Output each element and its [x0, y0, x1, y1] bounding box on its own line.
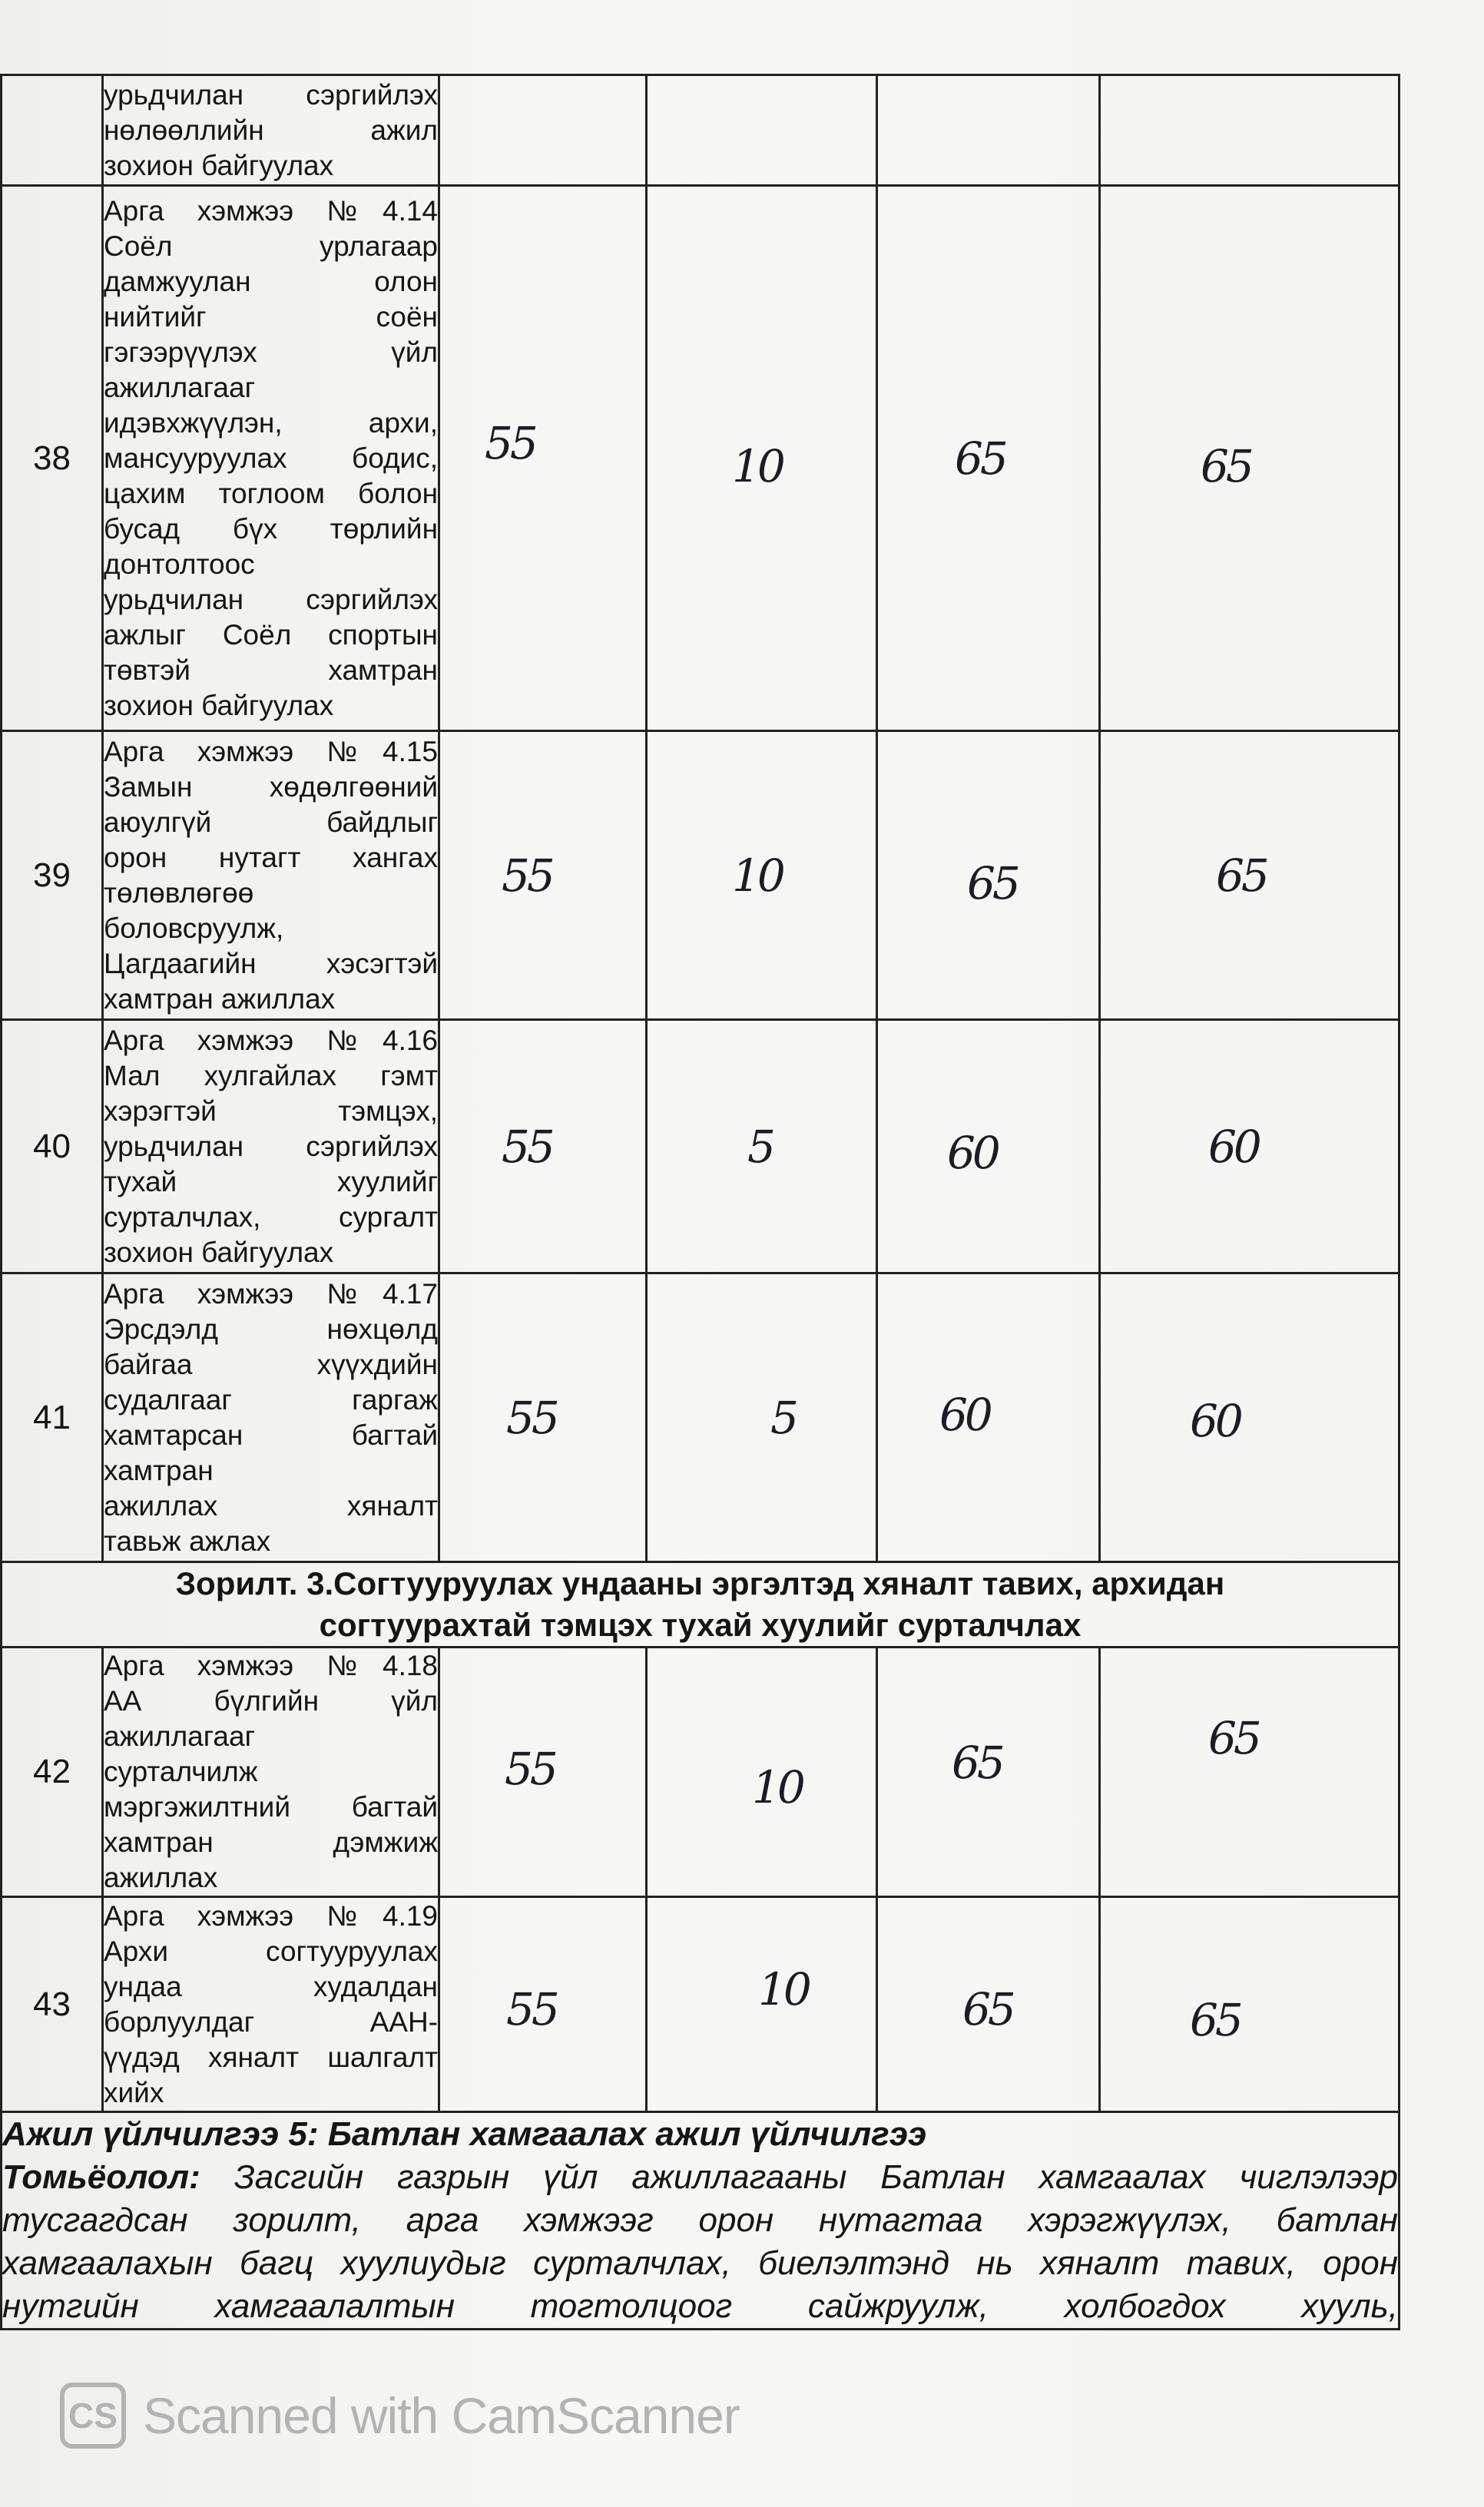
- value-cell: [439, 731, 647, 1020]
- value-cell: [647, 186, 877, 731]
- value-cell: [647, 75, 877, 186]
- description-line: Арга хэмжээ №4.18: [104, 1650, 438, 1681]
- value-cell: [647, 1897, 877, 2112]
- row-description: [103, 731, 439, 1020]
- description-line: тавьж ажлах: [104, 1525, 271, 1557]
- row-description: [103, 75, 439, 186]
- description-line: нөлөөллийн ажил: [104, 114, 438, 146]
- description-line: борлуулдаг ААН-: [104, 2005, 438, 2038]
- description-line: төвтэй хамтран: [104, 654, 438, 686]
- description-line: үүдэд хяналт шалгалт: [104, 2041, 438, 2073]
- description-line: сурталчилж: [104, 1756, 258, 1787]
- handwritten-value: 60: [947, 1126, 998, 1179]
- handwritten-value: 65: [962, 1982, 1013, 2035]
- goal-row: [2, 1562, 1400, 1648]
- description-line: ундаа худалдан: [104, 1970, 438, 2002]
- description-line: Эрсдэлд нөхцөлд: [104, 1313, 438, 1345]
- handwritten-value: 60: [1190, 1394, 1241, 1447]
- description-line: ажиллах: [104, 1862, 218, 1893]
- description-line: хамтран ажиллах: [104, 982, 336, 1015]
- table-row: [2, 75, 1400, 186]
- table-row: [2, 186, 1400, 731]
- value-cell: [647, 1020, 877, 1273]
- handwritten-value: 10: [732, 849, 783, 902]
- value-cell: [877, 1648, 1100, 1897]
- value-cell: [877, 731, 1100, 1020]
- description-line: Арга хэмжээ №4.15: [104, 735, 438, 767]
- handwritten-value: 55: [485, 416, 535, 469]
- handwritten-value: 5: [770, 1391, 796, 1444]
- activity-table: [0, 74, 1400, 2330]
- camscanner-logo-icon: CS: [60, 2383, 126, 2449]
- handwritten-value: 55: [506, 1982, 557, 2035]
- description-line: АА бүлгийн үйл: [104, 1685, 438, 1717]
- handwritten-value: 55: [505, 1743, 555, 1795]
- description-line: Соёл урлагаар: [104, 230, 438, 262]
- handwritten-value: 65: [955, 432, 1005, 485]
- formulation-line: тусгагдсан зорилт, арга хэмжээг орон нутагтаа хэрэгжүүлэх, батлан: [2, 2201, 1398, 2239]
- description-line: байгаа хүүхдийн: [104, 1348, 438, 1380]
- value-cell: [877, 75, 1100, 186]
- value-cell: [1100, 1020, 1400, 1273]
- value-cell: [877, 1897, 1100, 2112]
- description-line: төлөвлөгөө: [104, 876, 254, 909]
- description-line: аюулгүй байдлыг: [104, 806, 438, 838]
- service-heading: Ажил үйлчилгээ 5: Батлан хамгаалах ажил үйлчилгээ: [2, 2115, 927, 2153]
- camscanner-watermark: [60, 2383, 740, 2449]
- description-line: дамжуулан олон: [104, 265, 438, 297]
- description-line: судалгааг гаргаж: [104, 1383, 438, 1416]
- watermark-text: Scanned with CamScanner: [143, 2387, 740, 2444]
- handwritten-value: 10: [732, 439, 783, 492]
- description-line: зохион байгуулах: [104, 149, 334, 181]
- value-cell: [647, 1648, 877, 1897]
- handwritten-value: 65: [967, 856, 1018, 909]
- value-cell: [1100, 75, 1400, 186]
- row-number: 40: [2, 1020, 103, 1273]
- description-line: ажиллагааг: [104, 1720, 256, 1752]
- row-number: 41: [2, 1273, 103, 1562]
- description-line: сурталчлах, сургалт: [104, 1201, 438, 1233]
- description-line: донтолтоос: [104, 548, 255, 580]
- goal-heading: [2, 1562, 1400, 1648]
- handwritten-value: 5: [747, 1120, 773, 1173]
- description-line: идэвхжүүлэн, архи,: [104, 406, 438, 439]
- description-line: боловсруулж,: [104, 912, 284, 944]
- handwritten-value: 10: [758, 1962, 809, 2015]
- value-cell: [1100, 731, 1400, 1020]
- handwritten-value: 60: [1208, 1120, 1259, 1173]
- description-line: Арга хэмжээ №4.14: [104, 194, 438, 227]
- table-row: [2, 731, 1400, 1020]
- value-cell: [877, 1020, 1100, 1273]
- value-cell: [1100, 186, 1400, 731]
- description-line: урьдчилан сэргийлэх: [104, 1130, 438, 1162]
- description-line: зохион байгуулах: [104, 689, 334, 721]
- value-cell: [439, 1273, 647, 1562]
- description-line: Мал хулгайлах гэмт: [104, 1059, 438, 1091]
- row-description: [103, 1273, 439, 1562]
- row-number: 38: [2, 186, 103, 731]
- description-line: мансууруулах бодис,: [104, 442, 438, 474]
- service-row: [2, 2112, 1400, 2330]
- handwritten-value: 10: [752, 1761, 803, 1813]
- description-line: бусад бүх төрлийн: [104, 512, 438, 545]
- handwritten-value: 55: [502, 1120, 552, 1173]
- row-description: [103, 1020, 439, 1273]
- value-cell: [1100, 1897, 1400, 2112]
- value-cell: [647, 731, 877, 1020]
- formulation-line: [2, 2156, 1398, 2199]
- row-number: 43: [2, 1897, 103, 2112]
- row-description: [103, 1648, 439, 1897]
- handwritten-value: 65: [1208, 1712, 1259, 1764]
- description-line: ажиллагааг: [104, 371, 256, 403]
- description-line: Арга хэмжээ №4.19: [104, 1899, 438, 1932]
- formulation-line: хамгаалахын багц хуулиудыг сурталчлах, биелэлтэнд нь хяналт тавих, орон: [2, 2244, 1398, 2282]
- description-line: хамтран дэмжиж: [104, 1826, 438, 1858]
- handwritten-value: 60: [939, 1388, 990, 1441]
- row-number: 42: [2, 1648, 103, 1897]
- value-cell: [1100, 1648, 1400, 1897]
- description-line: нийтийг соён: [104, 300, 438, 333]
- description-line: зохион байгуулах: [104, 1236, 334, 1268]
- goal-line: Зорилт. 3.Согтууруулах ундааны эргэлтэд хяналт тавих, архидан: [175, 1565, 1225, 1601]
- description-line: Цагдаагийн хэсэгтэй: [104, 947, 438, 979]
- value-cell: [439, 1648, 647, 1897]
- description-line: хийх: [104, 2076, 164, 2108]
- row-description: [103, 186, 439, 731]
- description-line: хамтарсан багтай: [104, 1419, 438, 1451]
- handwritten-value: 65: [1216, 849, 1267, 902]
- handwritten-value: 65: [1201, 439, 1251, 492]
- handwritten-value: 55: [502, 849, 552, 902]
- formulation-text: Засгийн газрын үйл ажиллагааны Батлан хамгаалах чиглэлээр: [200, 2158, 1398, 2196]
- value-cell: [439, 186, 647, 731]
- description-line: тухай хуулийг: [104, 1165, 438, 1197]
- row-number: [2, 75, 103, 186]
- goal-line: согтуурахтай тэмцэх тухай хуулийг сурталчлах: [319, 1607, 1082, 1643]
- table-row: [2, 1273, 1400, 1562]
- description-line: Архи согтууруулах: [104, 1935, 438, 1967]
- description-line: хэрэгтэй тэмцэх,: [104, 1095, 438, 1127]
- handwritten-value: 55: [506, 1391, 557, 1444]
- formulation-label: Томьёолол:: [2, 2158, 200, 2196]
- description-line: мэргэжилтний багтай: [104, 1791, 438, 1823]
- description-line: орон нутагт хангах: [104, 841, 438, 873]
- service-description: [2, 2112, 1400, 2330]
- description-line: ажиллах хяналт: [104, 1489, 438, 1522]
- handwritten-value: 65: [1190, 1993, 1241, 2046]
- table-row: [2, 1020, 1400, 1273]
- description-line: Замын хөдөлгөөний: [104, 770, 438, 803]
- value-cell: [439, 1020, 647, 1273]
- formulation-line: нутгийн хамгаалалтын тогтолцоог сайжруулж, холбогдох хууль,: [2, 2287, 1398, 2325]
- description-line: ажлыг Соёл спортын: [104, 618, 438, 651]
- description-line: Арга хэмжээ №4.16: [104, 1024, 438, 1056]
- description-line: урьдчилан сэргийлэх: [104, 583, 438, 615]
- description-line: гэгээрүүлэх үйл: [104, 336, 438, 368]
- value-cell: [877, 186, 1100, 731]
- description-line: цахим тоглоом болон: [104, 477, 438, 509]
- row-number: 39: [2, 731, 103, 1020]
- description-line: хамтран: [104, 1454, 214, 1486]
- handwritten-value: 65: [952, 1737, 1002, 1789]
- value-cell: [647, 1273, 877, 1562]
- value-cell: [1100, 1273, 1400, 1562]
- value-cell: [439, 75, 647, 186]
- table-row: [2, 1648, 1400, 1897]
- table-row: [2, 1897, 1400, 2112]
- row-description: [103, 1897, 439, 2112]
- description-line: урьдчилан сэргийлэх: [104, 78, 438, 111]
- description-line: Арга хэмжээ №4.17: [104, 1277, 438, 1310]
- value-cell: [877, 1273, 1100, 1562]
- value-cell: [439, 1897, 647, 2112]
